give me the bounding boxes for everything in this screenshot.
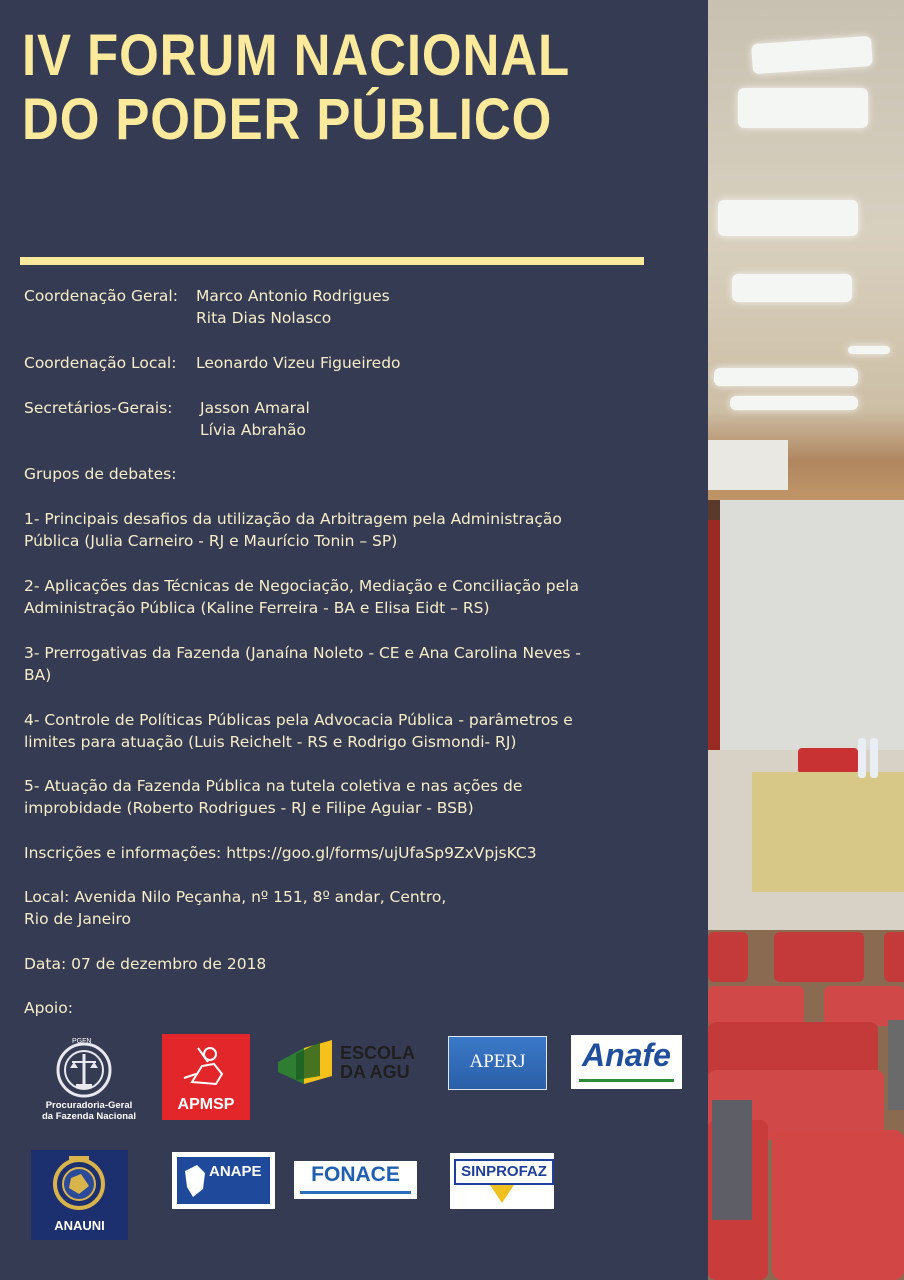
anafe-text: Anafe: [582, 1037, 671, 1073]
apmsp-figure-icon: [162, 1034, 250, 1094]
grupo-3-line-2: BA): [24, 666, 52, 684]
seating-area: [708, 930, 904, 1280]
sinprofaz-logo: [450, 1153, 554, 1209]
ceiling-light: [738, 88, 868, 128]
sinprofaz-text: SINPROFAZ: [454, 1159, 554, 1185]
air-conditioner: [708, 440, 788, 490]
brazil-map-icon: [181, 1161, 209, 1201]
grupo-4-line-2: limites para atuação (Luis Reichelt - RS e Rodrigo Gismondi- RJ): [24, 733, 517, 751]
grupos-label: Grupos de debates:: [24, 465, 177, 483]
escola-text-line-1: ESCOLA: [340, 1043, 416, 1063]
stage-chair: [798, 748, 858, 774]
title-line-1: IV FORUM NACIONAL: [22, 23, 571, 88]
apmsp-text: APMSP: [177, 1096, 235, 1113]
grupo-1-line-1: 1- Principais desafios da utilização da Arbitragem pela Administração: [24, 510, 562, 528]
secretarios-label: Secretários-Gerais:: [24, 399, 173, 417]
coordenacao-geral-name: Rita Dias Nolasco: [196, 309, 332, 327]
anauni-logo: [31, 1150, 128, 1240]
pgfn-text-line-1: Procuradoria-Geral: [45, 1100, 133, 1111]
seat-armrest: [712, 1100, 752, 1220]
projection-screen: [720, 500, 904, 750]
coordenacao-local-label: Coordenação Local:: [24, 354, 177, 372]
local-line-1: Local: Avenida Nilo Peçanha, nº 151, 8º andar, Centro,: [24, 888, 447, 906]
ceiling-light: [848, 346, 890, 354]
inscricoes-link[interactable]: Inscrições e informações: https://goo.gl/forms/ujUfaSp9ZxVpjsKC3: [24, 844, 537, 862]
stage-table: [752, 772, 904, 892]
anauni-crest-icon: [31, 1150, 128, 1216]
pgfn-emblem-icon: [44, 1038, 130, 1098]
sinprofaz-arrow-icon: [490, 1185, 514, 1203]
coordenacao-geral-label: Coordenação Geral:: [24, 287, 178, 305]
seat: [708, 932, 748, 982]
title-line-2: DO PODER PÚBLICO: [22, 87, 553, 152]
anafe-underline: [579, 1079, 674, 1082]
fonace-underline: [300, 1191, 411, 1194]
apoio-label: Apoio:: [24, 999, 73, 1017]
seat: [708, 986, 804, 1026]
page-title: [22, 24, 570, 152]
grupo-4-line-1: 4- Controle de Políticas Públicas pela Advocacia Pública - parâmetros e: [24, 711, 573, 729]
seat: [772, 1130, 904, 1280]
grupo-3-line-1: 3- Prerrogativas da Fazenda (Janaína Noleto - CE e Ana Carolina Neves -: [24, 644, 581, 662]
anape-text: ANAPE: [209, 1163, 262, 1180]
grupo-5-line-1: 5- Atuação da Fazenda Pública na tutela coletiva e nas ações de: [24, 777, 523, 795]
seat-armrest: [888, 1020, 904, 1110]
anafe-logo: [571, 1035, 682, 1089]
water-bottle: [858, 738, 866, 778]
escola-agu-logo: [276, 1036, 422, 1088]
local-line-2: Rio de Janeiro: [24, 910, 132, 928]
aperj-text: APERJ: [469, 1051, 526, 1072]
fonace-logo: [294, 1161, 417, 1199]
escola-text-line-2: DA AGU: [340, 1062, 410, 1082]
water-bottle: [870, 738, 878, 778]
ceiling-light: [718, 200, 858, 236]
coordenacao-geral-name: Marco Antonio Rodrigues: [196, 287, 390, 305]
anape-box: [177, 1157, 270, 1204]
grupo-2-line-2: Administração Pública (Kaline Ferreira - BA e Elisa Eidt – RS): [24, 599, 490, 617]
secretario-name: Jasson Amaral: [200, 399, 310, 417]
title-divider: [20, 257, 644, 265]
pgfn-text-line-2: da Fazenda Nacional: [42, 1111, 136, 1122]
ceiling-light: [751, 36, 873, 74]
ceiling-light: [714, 368, 858, 386]
grupo-2-line-1: 2- Aplicações das Técnicas de Negociação, Mediação e Conciliação pela: [24, 577, 579, 595]
coordenacao-local-name: Leonardo Vizeu Figueiredo: [196, 354, 401, 372]
book-icon: [276, 1036, 336, 1088]
seat: [774, 932, 864, 982]
secretario-name: Lívia Abrahão: [200, 421, 306, 439]
fonace-text: FONACE: [311, 1163, 400, 1186]
event-date: Data: 07 de dezembro de 2018: [24, 955, 267, 973]
seat: [884, 932, 904, 982]
apmsp-logo: [162, 1034, 250, 1120]
ceiling-light: [732, 274, 852, 302]
ceiling-light: [730, 396, 858, 410]
pgfn-logo: [42, 1038, 136, 1122]
pgfn-badge: PGFN: [72, 1038, 92, 1045]
anauni-text: ANAUNI: [54, 1218, 105, 1233]
grupo-5-line-2: improbidade (Roberto Rodrigues - RJ e Filipe Aguiar - BSB): [24, 799, 474, 817]
grupo-1-line-2: Pública (Julia Carneiro - RJ e Maurício Tonin – SP): [24, 532, 398, 550]
aperj-logo: [448, 1036, 547, 1090]
auditorium-photo: [708, 0, 904, 1280]
anape-logo: [172, 1152, 275, 1209]
